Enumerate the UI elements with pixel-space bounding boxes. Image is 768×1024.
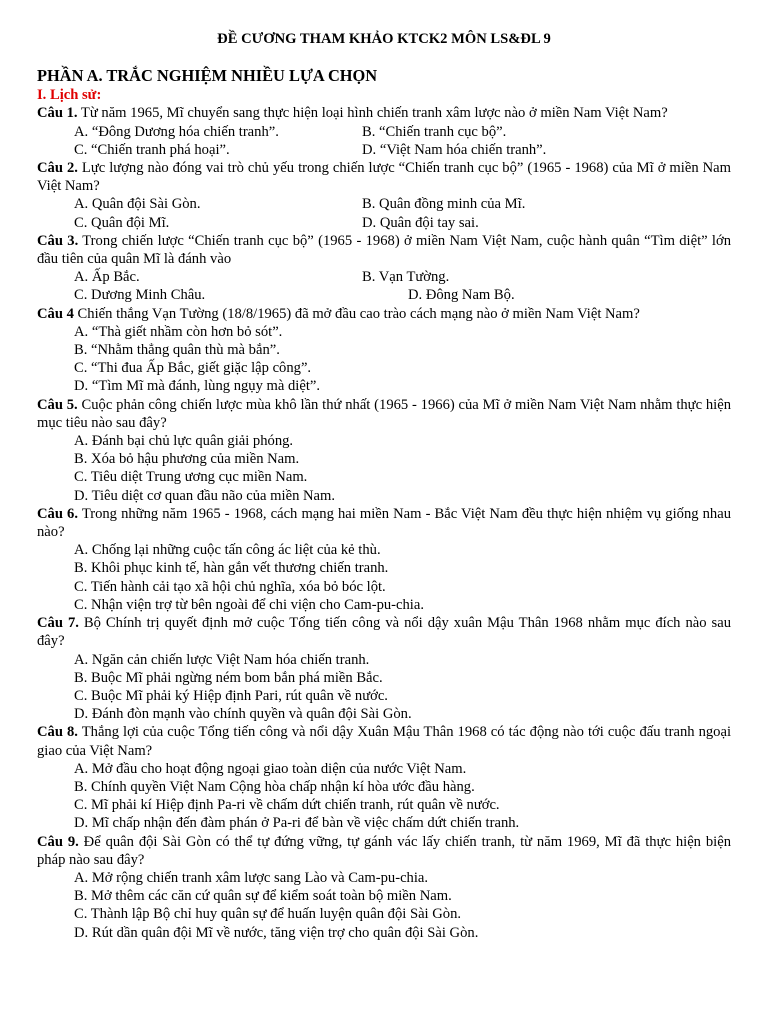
option-d: D. Tiêu diệt cơ quan đầu não của miền Nam. [74,487,336,504]
question-8-options [37,760,731,833]
question-number: Câu 1. [37,105,78,122]
question-text: Chiến thắng Vạn Tường (18/8/1965) đã mở đầu cao trào cách mạng nào ở miền Nam Việt Nam? [73,305,640,322]
option-c: C. Dương Minh Châu. [74,287,206,304]
question-3 [37,232,731,268]
question-text: Thắng lợi của cuộc Tổng tiến công và nổi dậy Xuân Mậu Thân 1968 có tác động nào tới cuộc đấu tranh ngoại giao của Việt Nam? [37,724,732,759]
option-b: B. Quân đồng minh của Mĩ. [362,196,526,213]
question-3-options [37,268,731,304]
question-number: Câu 7. [37,615,79,632]
question-4 [37,305,731,323]
option-a: A. Chống lại những cuộc tấn công ác liệt của kẻ thù. [74,542,381,559]
option-d: D. Mĩ chấp nhận đến đàm phán ở Pa-ri để bàn về việc chấm dứt chiến tranh. [74,815,520,832]
option-a: A. “Thà giết nhầm còn hơn bỏ sót”. [74,323,283,340]
question-4-options [37,323,731,396]
section-history-heading: I. Lịch sử: [37,87,102,104]
question-5 [37,396,731,432]
option-c: C. “Thi đua Ấp Bắc, giết giặc lập công”. [74,360,312,377]
question-number: Câu 6. [37,505,78,522]
option-b: B. Vạn Tường. [362,269,450,286]
option-c: C. Tiêu diệt Trung ương cục miền Nam. [74,469,308,486]
question-2 [37,159,731,195]
question-9-options [37,869,731,942]
option-b: B. Mở thêm các căn cứ quân sự để kiểm soát toàn bộ miền Nam. [74,888,452,905]
question-number: Câu 2. [37,160,78,177]
question-number: Câu 9. [37,833,79,850]
option-a: A. Ấp Bắc. [74,269,140,286]
option-c: C. Quân đội Mĩ. [74,214,170,231]
option-c: C. “Chiến tranh phá hoại”. [74,141,230,158]
question-number: Câu 8. [37,724,78,741]
question-number: Câu 3. [37,232,79,249]
option-a: A. Quân đội Sài Gòn. [74,196,201,213]
question-text: Trong những năm 1965 - 1968, cách mạng hai miền Nam - Bắc Việt Nam đều thực hiện nhiệm vụ giống nhau nào? [37,505,732,541]
option-d: D. Rút dần quân đội Mĩ về nước, tăng viện trợ cho quân đội Sài Gòn. [74,924,479,941]
document-page [37,30,731,942]
option-a: A. Ngăn cản chiến lược Việt Nam hóa chiến tranh. [74,651,370,668]
question-text: Trong chiến lược “Chiến tranh cục bộ” (1965 - 1968) ở miền Nam Việt Nam, cuộc hành quân “Tìm diệt” lớn đầu tiên của quân Mĩ là đánh vào [37,232,731,268]
option-c: C. Tiến hành cải tạo xã hội chủ nghĩa, xóa bỏ bóc lột. [74,578,386,595]
option-c: C. Mĩ phải kí Hiệp định Pa-ri về chấm dứt chiến tranh, rút quân về nước. [74,797,500,814]
option-d: D. “Tìm Mĩ mà đánh, lùng ngụy mà diệt”. [74,378,321,395]
question-1 [37,104,731,122]
option-b: B. “Nhằm thẳng quân thù mà bắn”. [74,342,280,359]
option-d: D. “Việt Nam hóa chiến tranh”. [362,141,547,158]
part-a-heading: PHẦN A. TRẮC NGHIỆM NHIỀU LỰA CHỌN [37,66,378,86]
option-d: C. Nhận viện trợ từ bên ngoài để chi viện cho Cam-pu-chia. [74,596,424,613]
question-5-options [37,432,731,505]
question-1-options [37,123,731,159]
question-9 [37,833,731,869]
document-title: ĐỀ CƯƠNG THAM KHẢO KTCK2 MÔN LS&ĐL 9 [217,31,551,47]
question-6 [37,505,731,541]
question-text: Để quân đội Sài Gòn có thể tự đứng vững, tự gánh vác lấy chiến tranh, từ năm 1969, Mĩ đã thực hiện biện pháp nào sau đây? [37,833,731,868]
option-b: B. Xóa bỏ hậu phương của miền Nam. [74,451,300,468]
option-a: A. Mở đầu cho hoạt động ngoại giao toàn diện của nước Việt Nam. [74,760,467,777]
question-7-options [37,651,731,724]
option-d: D. Đông Nam Bộ. [408,287,515,304]
question-7 [37,614,731,650]
option-b: B. “Chiến tranh cục bộ”. [362,123,507,140]
option-c: C. Thành lập Bộ chỉ huy quân sự để huấn luyện quân đội Sài Gòn. [74,906,462,923]
question-number: Câu 4 [37,305,74,322]
option-a: A. Đánh bại chủ lực quân giải phóng. [74,433,294,450]
question-number: Câu 5. [37,396,78,413]
option-b: B. Buộc Mĩ phải ngừng ném bom bắn phá miền Bắc. [74,669,383,686]
question-text: Lực lượng nào đóng vai trò chủ yếu trong chiến lược “Chiến tranh cục bộ” (1965 - 1968) của Mĩ ở miền Nam Việt Nam? [37,160,731,195]
question-text: Bộ Chính trị quyết định mở cuộc Tổng tiến công và nổi dậy xuân Mậu Thân 1968 nhằm mục đích nào sau đây? [37,615,732,650]
option-b: B. Khôi phục kinh tế, hàn gắn vết thương chiến tranh. [74,560,389,577]
question-6-options [37,541,731,614]
question-2-options [37,195,731,231]
question-text: Cuộc phản công chiến lược mùa khô lần thứ nhất (1965 - 1966) của Mĩ ở miền Nam Việt Nam nhằm thực hiện mục tiêu nào sau đây? [37,396,732,431]
question-8 [37,723,731,759]
option-a: A. “Đông Dương hóa chiến tranh”. [74,123,279,140]
option-d: D. Đánh đòn mạnh vào chính quyền và quân đội Sài Gòn. [74,706,412,723]
question-text: Từ năm 1965, Mĩ chuyển sang thực hiện loại hình chiến tranh xâm lược nào ở miền Nam Việt Nam? [77,105,668,122]
option-b: B. Chính quyền Việt Nam Cộng hòa chấp nhận kí hòa ước đầu hàng. [74,778,475,795]
option-d: D. Quân đội tay sai. [362,214,479,231]
option-a: A. Mở rộng chiến tranh xâm lược sang Lào và Cam-pu-chia. [74,869,429,886]
option-c: C. Buộc Mĩ phải ký Hiệp định Pari, rút quân về nước. [74,687,388,704]
